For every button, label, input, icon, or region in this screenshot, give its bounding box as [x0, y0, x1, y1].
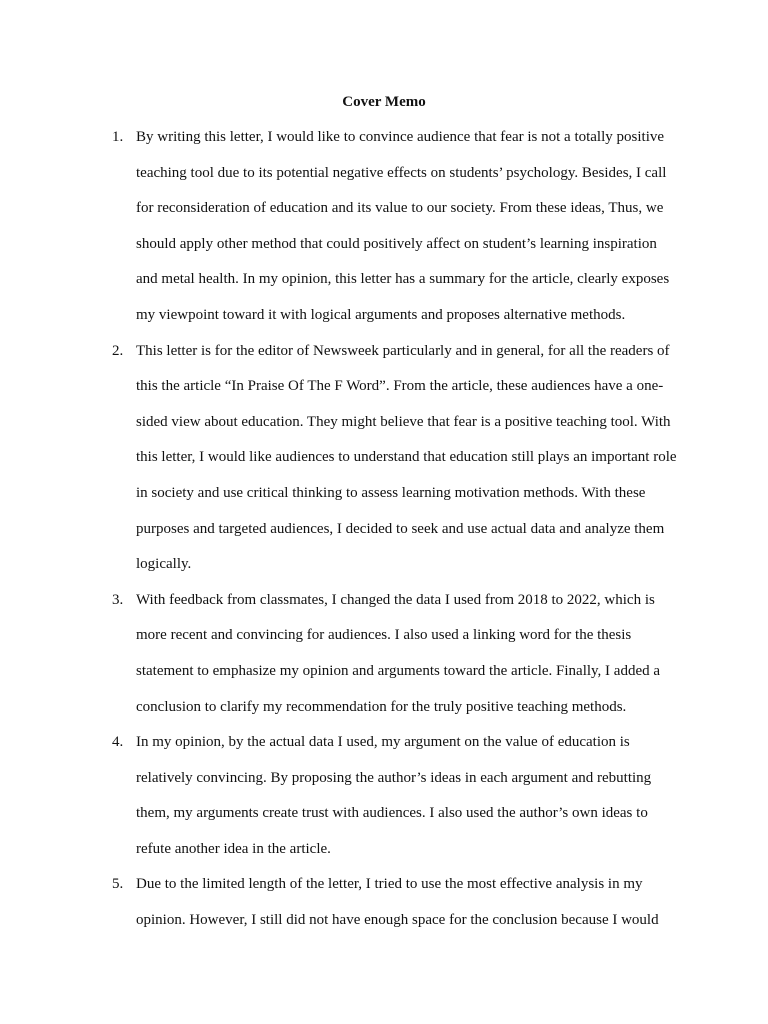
item-text: Due to the limited length of the letter, I tried to use the most effective analysis in my opinion. However, I still did not have enough space for the conclusion because I would [136, 876, 659, 929]
item-number: 4. [112, 734, 124, 751]
item-number: 3. [112, 591, 124, 608]
list-item [112, 334, 678, 583]
item-text: This letter is for the editor of Newsweek particularly and in general, for all the readers of this the article “In Praise Of The F Word”. From the article, these audiences have a one-sided view about education. They might believe that fear is a positive teaching tool. With this letter, I would like audiences to understand that education still plays an important role in society and use critical thinking to assess learning motivation methods. With these purposes and targeted audiences, I decided to seek and use actual data and analyze them logically. [136, 342, 677, 573]
item-number: 2. [112, 342, 124, 359]
item-number: 5. [112, 876, 124, 893]
list-item [112, 867, 678, 938]
item-text: By writing this letter, I would like to convince audience that fear is not a totally positive teaching tool due to its potential negative effects on students’ psychology. Besides, I call for reconsideration of education and its value to our society. From these ideas, Thus, we should apply other method that could positively affect on student’s learning inspiration and metal health. In my opinion, this letter has a summary for the article, clearly exposes my viewpoint toward it with logical arguments and proposes alternative methods. [136, 129, 670, 323]
list-item [112, 725, 678, 867]
list-item [112, 583, 678, 725]
item-text: In my opinion, by the actual data I used, my argument on the value of education is relatively convincing. By proposing the author’s ideas in each argument and rebutting them, my arguments create trust with audiences. I also used the author’s own ideas to refute another idea in the article. [136, 734, 652, 857]
item-number: 1. [112, 129, 124, 145]
item-text: With feedback from classmates, I changed the data I used from 2018 to 2022, which is more recent and convincing for audiences. I also used a linking word for the thesis statement to emphasize my opinion and arguments toward the article. Finally, I added a conclusion to clarify my recommendation for the truly positive teaching methods. [136, 591, 661, 715]
memo-list [112, 120, 678, 939]
list-item [112, 120, 678, 334]
page-title: Cover Memo [342, 94, 426, 110]
